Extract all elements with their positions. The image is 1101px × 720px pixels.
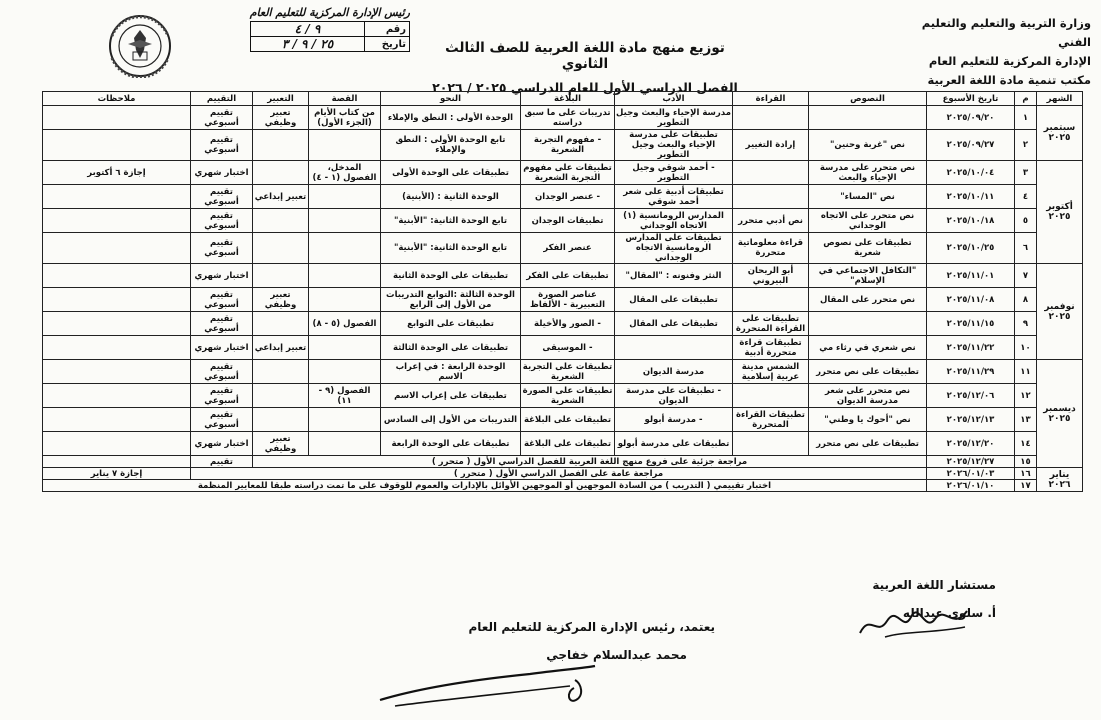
table-row [43,456,1083,468]
advisor-name: أ. سلوى عبدالله [902,606,996,620]
week-index: ١٥ [1015,456,1037,468]
rhetoric-cell: - مفهوم التجربة الشعرية [521,130,615,161]
week-date: ٢٠٢٥/١١/١٥ [927,312,1015,336]
rhetoric-cell: تطبيقات على مفهوم التجربة الشعرية [521,161,615,185]
story-cell: من كتاب الأيام (الجزء الأول) [309,106,381,130]
week-date: ٢٠٢٥/١٢/٢٧ [927,456,1015,468]
story-cell [309,408,381,432]
table-row [43,209,1083,233]
reading-cell [733,288,809,312]
texts-cell: تطبيقات على نص متحرر [809,360,927,384]
month-cell: ديسمبر ٢٠٢٥ [1037,360,1083,468]
texts-cell: "التكافل الاجتماعي في الإسلام" [809,264,927,288]
week-date: ٢٠٢٥/١١/٠١ [927,264,1015,288]
assessment-cell: تقييم أسبوعي [191,233,253,264]
advisor-title: مستشار اللغة العربية [872,578,996,592]
reading-cell: تطبيقات قراءة متحررة أدبية [733,336,809,360]
composition-cell: تعبير وظيفي [253,432,309,456]
rhetoric-cell: تطبيقات على الفكر [521,264,615,288]
literature-cell: - تطبيقات على مدرسة الديوان [615,384,733,408]
col-story: القصة [309,92,381,106]
texts-cell: نص "أحوك يا وطني" [809,408,927,432]
grammar-cell: الوحدة الرابعة : في إعراب الاسم [381,360,521,384]
week-index: ١١ [1015,360,1037,384]
literature-cell: - أحمد شوقي وجيل التطوير [615,161,733,185]
col-literature: الأدب [615,92,733,106]
literature-cell: تطبيقات على المدارس الرومانسية الاتجاه الوجداني [615,233,733,264]
rhetoric-cell: - عنصر الوجدان [521,185,615,209]
week-date: ٢٠٢٥/١٢/٢٠ [927,432,1015,456]
week-index: ٩ [1015,312,1037,336]
texts-cell: نص "المساء" [809,185,927,209]
col-reading: القراءة [733,92,809,106]
assessment-cell: تقييم أسبوعي [191,106,253,130]
literature-cell: تطبيقات على مدرسة الإحياء والبعث وجيل التطوير [615,130,733,161]
assessment-cell: تقييم أسبوعي [191,130,253,161]
composition-cell [253,360,309,384]
texts-cell: تطبيقات على نصوص شعرية [809,233,927,264]
reading-cell [733,185,809,209]
reading-cell: إرادة التغيير [733,130,809,161]
assessment-cell: تقييم أسبوعي [191,312,253,336]
assessment-cell: تقييم أسبوعي [191,384,253,408]
col-assessment: التقييم [191,92,253,106]
table-row [43,360,1083,384]
table-row [43,130,1083,161]
approver-name: محمد عبدالسلام خفاجي [546,648,687,662]
story-cell: المدخل، الفصول (١ - ٤) [309,161,381,185]
composition-cell: تعبير إبداعي [253,336,309,360]
notes-cell [43,106,191,130]
assessment-cell: تقييم أسبوعي [191,288,253,312]
review-cell: مراجعة عامة على الفصل الدراسي الأول ( متحرر ) [191,468,927,480]
table-row [43,480,1083,492]
week-date: ٢٠٢٥/١٠/١٨ [927,209,1015,233]
notes-cell [43,336,191,360]
week-index: ٦ [1015,233,1037,264]
ministry-line-1: وزارة التربية والتعليم والتعليم الفني [921,16,1091,49]
texts-cell [809,106,927,130]
grammar-cell: تطبيقات على الوحدة الثانية [381,264,521,288]
notes-cell [43,384,191,408]
literature-cell: - مدرسة أبولو [615,408,733,432]
reading-cell: الشمس مدينة عربية إسلامية [733,360,809,384]
reading-cell [733,106,809,130]
notes-cell [43,456,191,468]
notes-cell [43,233,191,264]
ministry-line-3: مكتب تنمية مادة اللغة العربية [927,73,1091,87]
reading-cell: أبو الريحان البيروني [733,264,809,288]
week-index: ٨ [1015,288,1037,312]
composition-cell [253,233,309,264]
grammar-cell: تطبيقات على الوحدة الرابعة [381,432,521,456]
approval-line: يعتمد، رئيس الإدارة المركزية للتعليم العام [468,620,715,634]
exam-cell: اختبار تقييمي ( التدريب ) من السادة الموجهين أو الموجهين الأوائل بالإدارات والعموم للوقوف على ما تمت دراسته طبقا للمعايير المنظمة [43,480,927,492]
col-rhetoric: البلاغة [521,92,615,106]
literature-cell: النثر وفنونه : "المقال" [615,264,733,288]
grammar-cell: تطبيقات على الوحدة الثالثة [381,336,521,360]
texts-cell: نص متحرر على الاتجاه الوجداني [809,209,927,233]
grammar-cell: تطبيقات على إعراب الاسم [381,384,521,408]
table-row [43,233,1083,264]
office-stamp [235,6,410,52]
col-composition: التعبير [253,92,309,106]
month-cell: نوفمبر ٢٠٢٥ [1037,264,1083,360]
assessment-cell: اختبار شهري [191,432,253,456]
story-cell [309,336,381,360]
texts-cell: نص متحرر على شعر مدرسة الديوان [809,384,927,408]
week-index: ١٠ [1015,336,1037,360]
grammar-cell: تابع الوحدة الثانية: "الأبنية" [381,209,521,233]
grammar-cell: تابع الوحدة الأولى : النطق والإملاء [381,130,521,161]
week-date: ٢٠٢٥/٠٩/٢٧ [927,130,1015,161]
week-date: ٢٠٢٥/١١/٠٨ [927,288,1015,312]
month-cell: أكتوبر ٢٠٢٥ [1037,161,1083,264]
assessment-cell: تقييم أسبوعي [191,360,253,384]
grammar-cell: الوحدة الثانية : (الأبنية) [381,185,521,209]
week-index: ٣ [1015,161,1037,185]
table-row [43,161,1083,185]
review-cell: مراجعة جزئية على فروع منهج اللغة العربية للفصل الدراسي الأول ( متحرر ) [253,456,927,468]
reading-cell: تطبيقات القراءة المتحررة [733,408,809,432]
table-row [43,312,1083,336]
ministry-header [921,14,1091,90]
texts-cell: نص "غربة وحنين" [809,130,927,161]
rhetoric-cell: تطبيقات على التجربة الشعرية [521,360,615,384]
literature-cell: المدارس الرومانسية (١) الاتجاه الوجداني [615,209,733,233]
table-row [43,432,1083,456]
story-cell [309,209,381,233]
composition-cell [253,130,309,161]
story-cell [309,130,381,161]
advisor-signature-icon [855,603,975,643]
table-row [43,264,1083,288]
table-header-row [43,92,1083,106]
story-cell [309,288,381,312]
table-row [43,408,1083,432]
reading-cell [733,432,809,456]
table-row [43,336,1083,360]
col-texts: النصوص [809,92,927,106]
week-date: ٢٠٢٥/١٢/١٣ [927,408,1015,432]
col-index: م [1015,92,1037,106]
rhetoric-cell: عنصر الفكر [521,233,615,264]
composition-cell: تعبير وظيفي [253,106,309,130]
week-index: ١٣ [1015,408,1037,432]
week-date: ٢٠٢٥/١٠/٢٥ [927,233,1015,264]
ministry-line-2: الإدارة المركزية للتعليم العام [928,54,1091,68]
reading-cell: نص أدبي متحرر [733,209,809,233]
document-title: توزيع منهج مادة اللغة العربية للصف الثالث الثانوي [445,40,725,72]
literature-cell: تطبيقات على المقال [615,288,733,312]
month-cell: يناير ٢٠٢٦ [1037,468,1083,492]
notes-cell [43,130,191,161]
literature-cell: مدرسة الديوان [615,360,733,384]
literature-cell: مدرسة الإحياء والبعث وجيل التطوير [616,107,731,128]
rhetoric-cell: تطبيقات على البلاغة [521,432,615,456]
grammar-cell: الوحدة الثالثة :التوابع التدريبات من الأول إلى الرابع [381,288,521,312]
texts-cell: نص متحرر على مدرسة الإحياء والبعث [809,161,927,185]
notes-cell [43,408,191,432]
notes-cell [43,264,191,288]
week-index: ١٧ [1015,480,1037,492]
week-index: ٧ [1015,264,1037,288]
col-month: الشهر [1037,92,1083,106]
reading-cell [733,384,809,408]
literature-cell [615,336,733,360]
week-index: ١٦ [1015,468,1037,480]
texts-cell: نص متحرر على المقال [809,288,927,312]
composition-cell [253,209,309,233]
table-row [43,185,1083,209]
week-date: ٢٠٢٦/٠١/١٠ [927,480,1015,492]
story-cell [309,360,381,384]
assessment-cell: اختبار شهري [191,336,253,360]
literature-cell: تطبيقات أدبية على شعر أحمد شوقي [615,185,733,209]
rhetoric-cell: تطبيقات على البلاغة [521,408,615,432]
rhetoric-cell: تطبيقات الوجدان [521,209,615,233]
col-notes: ملاحظات [43,92,191,106]
reading-cell: تطبيقات على القراءة المتحررة [733,312,809,336]
week-date: ٢٠٢٥/١٠/١١ [927,185,1015,209]
composition-cell [253,384,309,408]
curriculum-table [42,91,1083,492]
month-cell: سبتمبر ٢٠٢٥ [1037,106,1083,161]
stamp-number-value: ٩ / ٤ [251,22,365,37]
composition-cell [253,408,309,432]
rhetoric-cell: عناصر الصورة التعبيرية - الألفاظ [521,288,615,312]
composition-cell: تعبير إبداعي [253,185,309,209]
stamp-head: رئيس الإدارة المركزية للتعليم العام [249,6,410,19]
reading-cell: قراءة معلوماتية متحررة [733,233,809,264]
story-cell: الفصول (٩ - ١١) [309,384,381,408]
story-cell [309,233,381,264]
document-title-block [420,40,750,95]
table-row [43,106,1083,130]
col-week-date: تاريخ الأسبوع [927,92,1015,106]
week-date: ٢٠٢٥/١١/٢٢ [927,336,1015,360]
rhetoric-cell: تطبيقات على الصورة الشعرية [521,384,615,408]
notes-cell [43,288,191,312]
approval-signature-block [395,620,715,662]
table-row [43,384,1083,408]
grammar-cell: تطبيقات على الوحدة الأولى [381,161,521,185]
literature-cell: تطبيقات على المقال [615,312,733,336]
week-date: ٢٠٢٥/١٢/٠٦ [927,384,1015,408]
week-index: ١ [1015,106,1037,130]
rhetoric-cell: - الصور والأخيلة [521,312,615,336]
notes-cell [43,209,191,233]
grammar-cell: التدريبات من الأول إلى السادس [381,408,521,432]
table-row [43,468,1083,480]
assessment-cell: اختبار شهري [191,264,253,288]
week-date: ٢٠٢٦/٠١/٠٣ [927,468,1015,480]
composition-cell: تعبير وظيفي [253,288,309,312]
composition-cell [253,312,309,336]
week-index: ٤ [1015,185,1037,209]
texts-cell [809,312,927,336]
stamp-date-label: تاريخ [365,37,410,52]
rhetoric-cell: - الموسيقى [521,336,615,360]
story-cell [309,432,381,456]
notes-cell [43,360,191,384]
assessment-cell: تقييم [191,456,253,468]
rhetoric-cell: تدريبات على ما سبق دراسته [521,106,615,130]
story-cell [309,185,381,209]
week-index: ٥ [1015,209,1037,233]
texts-cell: تطبيقات على نص متحرر [809,432,927,456]
assessment-cell: تقييم أسبوعي [191,209,253,233]
notes-cell [43,312,191,336]
assessment-cell: اختبار شهري [191,161,253,185]
week-date: ٢٠٢٥/٠٩/٢٠ [927,106,1015,130]
week-date: ٢٠٢٥/١٠/٠٤ [927,161,1015,185]
week-index: ٢ [1015,130,1037,161]
notes-cell [43,432,191,456]
week-index: ١٤ [1015,432,1037,456]
notes-cell: إجازة ٧ يناير [43,468,191,480]
stamp-table [250,21,410,52]
story-cell: الفصول (٥ - ٨) [309,312,381,336]
stamp-date-value: ٢٥ / ٩ / ٣ [251,37,365,52]
composition-cell [253,161,309,185]
literature-cell: تطبيقات على مدرسة أبولو [615,432,733,456]
texts-cell: نص شعري في رثاء مي [809,336,927,360]
composition-cell [253,264,309,288]
grammar-cell: تابع الوحدة الثانية: "الأبنية" [381,233,521,264]
assessment-cell: تقييم أسبوعي [191,185,253,209]
grammar-cell: تطبيقات على التوابع [381,312,521,336]
document-subtitle: الفصل الدراسي الأول للعام الدراسي ٢٠٢٥ / ٢٠٢٦ [432,80,738,95]
table-row [43,288,1083,312]
week-date: ٢٠٢٥/١١/٢٩ [927,360,1015,384]
notes-cell [43,185,191,209]
stamp-number-label: رقم [365,22,410,37]
grammar-cell: الوحدة الأولى : النطق والإملاء [381,106,521,130]
reading-cell [733,161,809,185]
story-cell [309,264,381,288]
ministry-seal-icon [100,14,180,78]
notes-cell: إجازة ٦ أكتوبر [43,161,191,185]
week-index: ١٢ [1015,384,1037,408]
col-grammar: النحو [381,92,521,106]
assessment-cell: تقييم أسبوعي [191,408,253,432]
approver-signature-icon [370,660,600,712]
